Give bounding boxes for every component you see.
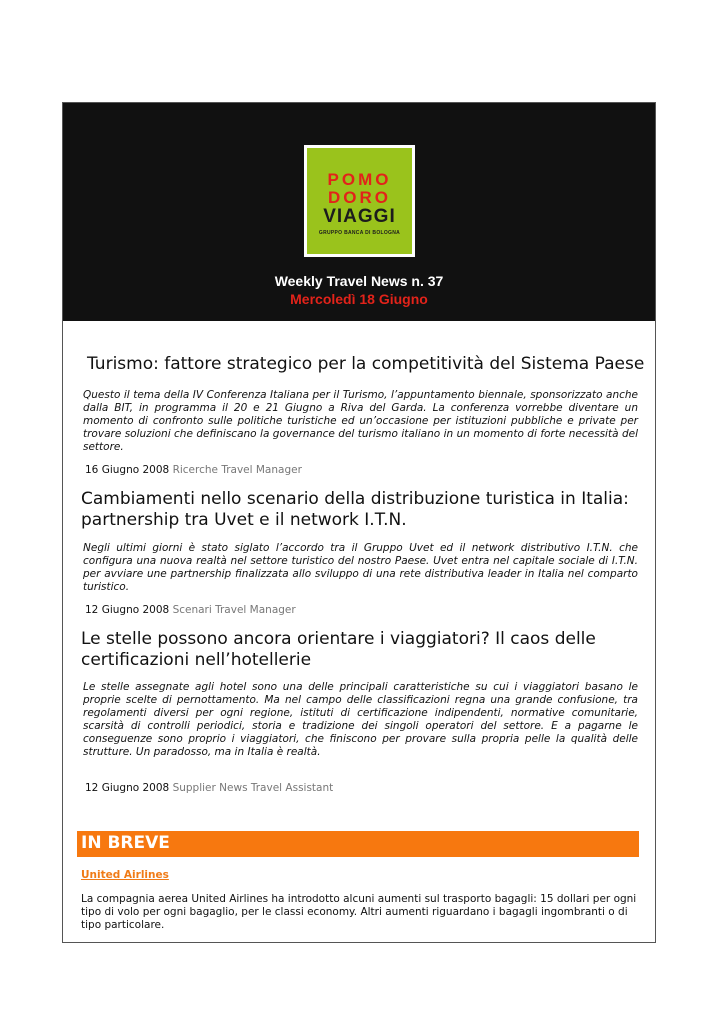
article-3-category[interactable]: Supplier News Travel Assistant [172, 782, 334, 794]
article-1-body: Questo il tema della IV Conferenza Italiana per il Turismo, l’appuntamento biennale, sponsorizzato anche dalla BIT, in programma il 20 e 21 Giugno a Riva del Garda. La conferenza vorrebbe diventare un momento di confronto sulle politiche turistiche ed un’occasione per istituzioni pubbliche e private per trovare soluzioni che definiscano la governance del turismo italiano in un momento di forte necessità del settore. [83, 389, 638, 453]
issue-title: Weekly Travel News n. 37 [274, 273, 444, 289]
article-3-body: Le stelle assegnate agli hotel sono una delle principali caratteristiche su cui i viaggiatori basano le proprie scelte di pernottamento. Ma nel campo delle classificazioni regna una grande confusione, tra regolamenti diversi per ogni regione, istituti di certificazione indipendenti, normative comunitarie, scarsità di controlli periodici, storia e tradizione dei singoli operatori del settore. E a pagarne le conseguenze sono proprio i viaggiatori, che finiscono per provare sulla propria pelle la qualità delle strutture. Un paradosso, ma in Italia è realtà. [83, 681, 638, 758]
article-1-meta [85, 464, 302, 476]
logo-line-1: POMO [327, 170, 392, 189]
logo-tagline: GRUPPO BANCA DI BOLOGNA [318, 230, 401, 236]
logo-line-2: DORO [328, 188, 391, 207]
in-breve-heading: IN BREVE [81, 833, 170, 853]
article-3-meta [85, 782, 333, 794]
issue-date: Mercoledì 18 Giugno [290, 291, 428, 307]
article-2-category[interactable]: Scenari Travel Manager [172, 604, 296, 616]
article-3-title[interactable]: Le stelle possono ancora orientare i viaggiatori? Il caos delle certificazioni nell’hotellerie [81, 629, 596, 670]
article-1-date: 16 Giugno 2008 [85, 464, 170, 476]
article-1-category[interactable]: Ricerche Travel Manager [172, 464, 302, 476]
logo-line-3: VIAGGI [323, 206, 396, 227]
article-2-body: Negli ultimi giorni è stato siglato l’accordo tra il Gruppo Uvet ed il network distributivo I.T.N. che configura una nuova realtà nel settore turistico del nostro Paese. Uvet entra nel capitale sociale di I.T.N. per avviare une partnership finalizzata allo sviluppo di una rete distributiva leader in Italia nel comparto turistico. [83, 542, 638, 593]
in-breve-item-body: La compagnia aerea United Airlines ha introdotto alcuni aumenti sul trasporto bagagli: 15 dollari per ogni tipo di volo per ogni bagaglio, per le classi economy. Altri aumenti riguardano i bagagli ingombranti o di tipo particolare. [81, 893, 637, 931]
article-3-date: 12 Giugno 2008 [85, 782, 170, 794]
newsletter-header [63, 103, 655, 321]
pomodoro-viaggi-logo[interactable] [304, 145, 415, 257]
article-2-meta [85, 604, 296, 616]
article-1-title[interactable]: Turismo: fattore strategico per la competitività del Sistema Paese [87, 354, 645, 374]
article-2-title[interactable]: Cambiamenti nello scenario della distribuzione turistica in Italia: partnership tra Uvet e il network I.T.N. [81, 489, 629, 530]
united-airlines-link[interactable]: United Airlines [81, 869, 169, 881]
in-breve-banner [77, 831, 639, 857]
newsletter-frame [62, 102, 656, 943]
article-2-date: 12 Giugno 2008 [85, 604, 170, 616]
